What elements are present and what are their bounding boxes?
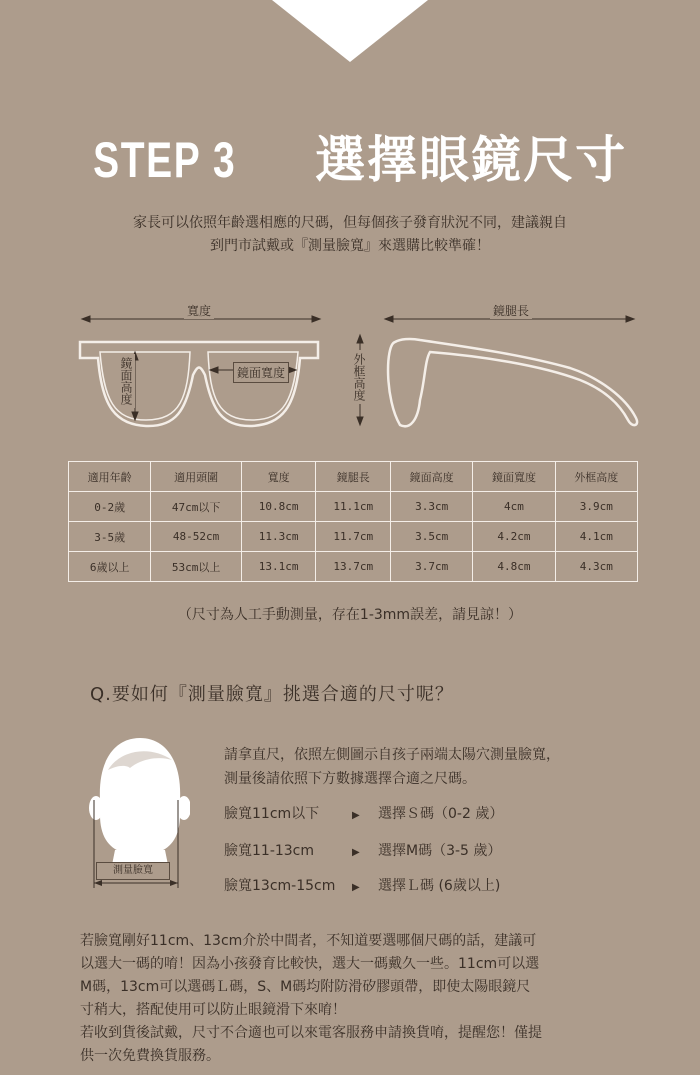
table-cell: 3.3cm [390, 492, 472, 522]
size-rule-row [224, 875, 500, 895]
size-rule-result: 選擇M碼（3-5 歲） [378, 843, 502, 859]
table-cell: 47cm以下 [151, 492, 242, 522]
page-title [0, 120, 700, 192]
table-cell: 11.1cm [316, 492, 391, 522]
table-cell: 3-5歲 [69, 522, 151, 552]
table-cell: 11.3cm [241, 522, 316, 552]
arrow-head [312, 316, 320, 322]
table-cell: 0-2歲 [69, 492, 151, 522]
arrow-head [82, 316, 90, 322]
table-cell: 13.7cm [316, 552, 391, 582]
table-header: 寬度 [241, 462, 316, 492]
intro-line: 家長可以依照年齡選相應的尺碼，但每個孩子發育狀況不同，建議親自 [133, 215, 567, 231]
instructions [224, 743, 644, 791]
table-header: 鏡面高度 [390, 462, 472, 492]
arrow-head [385, 316, 393, 322]
lens-height-label: 鏡面高度 [118, 354, 135, 408]
bottom-line: 若臉寬剛好11cm、13cm介於中間者，不知道要選哪個尺碼的話，建議可 [80, 933, 537, 949]
intro-line: 到門市試戴或『測量臉寬』來選購比較準確！ [210, 238, 490, 254]
bottom-line: 寸稍大，搭配使用可以防止眼鏡滑下來唷！ [80, 1002, 346, 1018]
table-cell: 4.3cm [555, 552, 637, 582]
size-rule-result: 選擇Ｌ碼 (6歲以上) [378, 878, 501, 894]
table-header: 適用年齡 [69, 462, 151, 492]
table-cell: 13.1cm [241, 552, 316, 582]
glasses-side-view [388, 339, 637, 426]
intro-text [70, 212, 630, 258]
size-rule-range: 臉寬13cm-15cm [224, 878, 336, 894]
table-cell: 10.8cm [241, 492, 316, 522]
table-cell: 4.1cm [555, 522, 637, 552]
table-header: 適用頭圍 [151, 462, 242, 492]
size-rule-result: 選擇Ｓ碼（0-2 歲） [378, 806, 504, 822]
top-arrow-decoration [272, 0, 428, 62]
bottom-line: 供一次免費換貨服務。 [80, 1048, 220, 1064]
table-row [69, 552, 638, 582]
table-cell: 3.7cm [390, 552, 472, 582]
table-cell: 4.2cm [473, 522, 555, 552]
glasses-diagram [0, 290, 700, 440]
table-row [69, 492, 638, 522]
size-rule-row [224, 840, 501, 860]
bottom-notes [80, 930, 625, 1068]
play-arrow-icon: ▶ [352, 810, 360, 821]
glasses-front-view [80, 342, 318, 426]
bottom-line: 若收到貨後試戴，尺寸不合適也可以來電客服務申請換貨唷，提醒您！僅提 [80, 1025, 542, 1041]
question-heading: Q.要如何『測量臉寬』挑選合適的尺寸呢？ [90, 684, 454, 705]
face-width-label: 測量臉寬 [96, 862, 170, 880]
table-row [69, 522, 638, 552]
table-header-row [69, 462, 638, 492]
size-rule-range: 臉寬11-13cm [224, 843, 315, 859]
table-cell: 4.8cm [473, 552, 555, 582]
table-cell: 11.7cm [316, 522, 391, 552]
size-table [68, 461, 638, 582]
table-cell: 48-52cm [151, 522, 242, 552]
play-arrow-icon: ▶ [352, 847, 360, 858]
size-rule-range: 臉寬11cm以下 [224, 806, 320, 822]
measurement-note: （尺寸為人工手動測量，存在1-3mm誤差，請見諒！） [177, 607, 523, 623]
table-header: 鏡面寬度 [473, 462, 555, 492]
table-cell: 53cm以上 [151, 552, 242, 582]
table-cell: 3.5cm [390, 522, 472, 552]
instruction-line: 請拿直尺，依照左側圖示自孩子兩端太陽穴測量臉寬， [224, 747, 560, 763]
table-cell: 4cm [473, 492, 555, 522]
instruction-line: 測量後請依照下方數據選擇合適之尺碼。 [224, 771, 476, 787]
bottom-line: 以選大一碼的唷！因為小孩發育比較快，選大一碼戴久一些。11cm可以選 [80, 956, 540, 972]
temple-length-label: 鏡腿長 [490, 302, 532, 319]
step-number: STEP 3 [93, 132, 237, 188]
bottom-line: M碼，13cm可以選碼Ｌ碼，S、M碼均附防滑矽膠頭帶，即使太陽眼鏡尺 [80, 979, 531, 995]
frame-height-label: 外框高度 [351, 350, 368, 404]
table-header: 外框高度 [555, 462, 637, 492]
table-cell: 3.9cm [555, 492, 637, 522]
table-header: 鏡腿長 [316, 462, 391, 492]
table-cell: 6歲以上 [69, 552, 151, 582]
arrow-head [626, 316, 634, 322]
width-label: 寬度 [184, 302, 214, 319]
play-arrow-icon: ▶ [352, 882, 360, 893]
lens-width-label: 鏡面寬度 [233, 362, 289, 383]
title-text: 選擇眼鏡尺寸 [315, 131, 628, 189]
size-rule-row [224, 803, 503, 823]
